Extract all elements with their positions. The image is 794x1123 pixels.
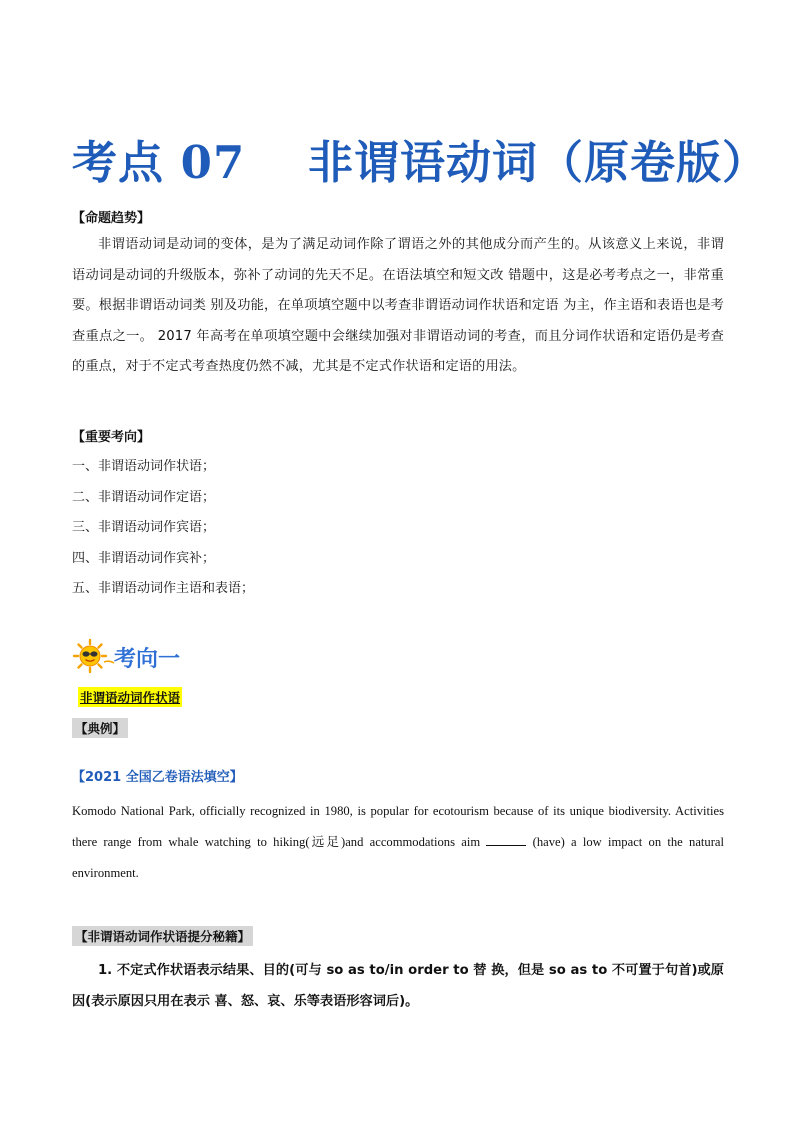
rule-one: 1. 不定式作状语表示结果、目的(可与 so as to/in order to 替 换，但是 so as to 不可置于句首)或原因(表示原因只用在表示 喜、怒、哀、乐等表语形容词后)。: [72, 963, 724, 1009]
tips-label: 【非谓语动词作状语提分秘籍】: [72, 926, 253, 946]
passage-text-before: Komodo National Park, officially recognized in 1980, is popular for ecotourism because of its unique biodiversity. Activities there range from whale watching to hiking(远足)and accommodations aim: [72, 804, 724, 849]
list-item: 四、非谓语动词作宾补；: [72, 550, 216, 566]
directions-label: 【重要考向】: [72, 430, 151, 445]
example-label: 【典例】: [72, 718, 128, 738]
sun-with-sunglasses-icon: [72, 638, 116, 674]
list-item: 二、非谓语动词作定语；: [72, 489, 216, 505]
direction-topic-highlight: 非谓语动词作状语: [78, 687, 182, 707]
list-item: 三、非谓语动词作宾语；: [72, 520, 216, 535]
page-title: 考点 07 非谓语动词（原卷版）: [72, 136, 768, 189]
answer-blank[interactable]: [486, 835, 526, 846]
passage-text-after: (have) a low impact on the natural environment.: [72, 835, 724, 880]
example-passage: [72, 796, 724, 889]
trend-paragraph: 非谓语动词是动词的变体，是为了满足动词作除了谓语之外的其他成分而产生的。从该意义上来说，非谓语动词是动词的升级版本，弥补了动词的先天不足。在语法填空和短文改 错题中，这是必考考点之一，非常重要。根据非谓语动词类 别及功能，在单项填空题中以考查非谓语动词作状语和定语 为主，作主语和表语也是考查重点之一。 2017 年高考在单项填空题中会继续加强对非谓语动词的考查，而且分词作状语和定语仍是考查的重点，对于不定式考查热度仍然不减，尤其是不定式作状语和定语的用法。: [72, 237, 724, 374]
example-title: 【2021 全国乙卷语法填空】: [72, 770, 243, 785]
trend-label: 【命题趋势】: [72, 211, 151, 226]
direction-one-heading: 考向一: [114, 647, 181, 672]
directions-list: [72, 452, 254, 605]
list-item: 五、非谓语动词作主语和表语；: [72, 581, 255, 596]
list-item: 一、非谓语动词作状语；: [72, 459, 216, 474]
